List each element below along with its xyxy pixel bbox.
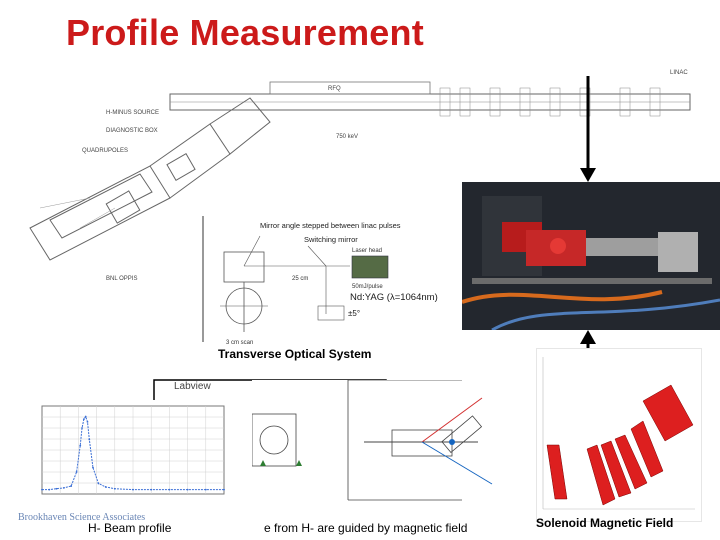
profile-point bbox=[105, 486, 107, 488]
profile-point bbox=[48, 489, 50, 491]
profile-point bbox=[187, 489, 189, 491]
profile-point bbox=[81, 427, 83, 429]
profile-point bbox=[87, 421, 89, 423]
quadrupoles-label: QUADRUPOLES bbox=[82, 148, 129, 154]
profile-point bbox=[114, 488, 116, 490]
profile-point bbox=[56, 488, 58, 490]
source-label: H-MINUS SOURCE bbox=[106, 110, 160, 116]
mirror-note-label: Mirror angle stepped between linac pulses bbox=[260, 221, 401, 230]
angle-label: ±5° bbox=[348, 309, 361, 318]
profile-point bbox=[92, 467, 94, 469]
profile-point bbox=[132, 489, 134, 491]
rfq-label: RFQ bbox=[328, 86, 341, 92]
hardware-photo bbox=[462, 182, 720, 330]
switching-mirror-label: Switching mirror bbox=[304, 235, 358, 244]
solenoid-graphic bbox=[537, 349, 701, 521]
beam-profile-caption: H- Beam profile bbox=[88, 521, 172, 535]
beam-energy-label: 750 keV bbox=[336, 134, 359, 140]
profile-point bbox=[98, 483, 100, 485]
profile-point bbox=[70, 485, 72, 487]
transverse-optical-caption: Transverse Optical System bbox=[218, 347, 372, 361]
scan-label: 3 cm scan bbox=[226, 340, 254, 346]
organization-logo: Brookhaven Science Associates bbox=[18, 512, 146, 523]
hardware-photo-graphic bbox=[462, 182, 720, 330]
electron-guidance-graphic bbox=[252, 380, 498, 526]
profile-point bbox=[83, 418, 85, 420]
bnl-opps-label: BNL OPPIS bbox=[106, 276, 138, 282]
profile-point bbox=[76, 471, 78, 473]
solenoid-simulation bbox=[536, 348, 702, 522]
solenoid-caption: Solenoid Magnetic Field bbox=[536, 516, 674, 530]
linac-arrow bbox=[578, 76, 598, 184]
laser-head-label: Laser head bbox=[352, 248, 383, 254]
distance-label: 25 cm bbox=[292, 276, 309, 282]
laser-type-label: Nd:YAG (λ=1064nm) bbox=[350, 292, 438, 303]
profile-point bbox=[79, 445, 81, 447]
profile-point bbox=[88, 439, 90, 441]
page-title: Profile Measurement bbox=[66, 12, 424, 53]
labview-label: Labview bbox=[174, 381, 211, 392]
profile-point bbox=[85, 416, 87, 418]
beam-profile-chart bbox=[18, 400, 230, 512]
electron-guidance-diagram bbox=[252, 380, 498, 526]
laser-power-label: 50mJ/pulse bbox=[352, 284, 383, 290]
profile-point bbox=[169, 489, 171, 491]
profile-point bbox=[63, 487, 65, 489]
profile-point bbox=[223, 489, 225, 491]
beam-profile-plot bbox=[18, 400, 230, 512]
profile-point bbox=[150, 489, 152, 491]
linac-label: LINAC bbox=[670, 70, 688, 76]
profile-point bbox=[41, 489, 43, 491]
transverse-optical-diagram bbox=[200, 212, 470, 352]
profile-point bbox=[205, 489, 207, 491]
diagnostic-box-label: DIAGNOSTIC BOX bbox=[106, 128, 158, 134]
guidance-caption: e from H- are guided by magnetic field bbox=[264, 521, 468, 535]
